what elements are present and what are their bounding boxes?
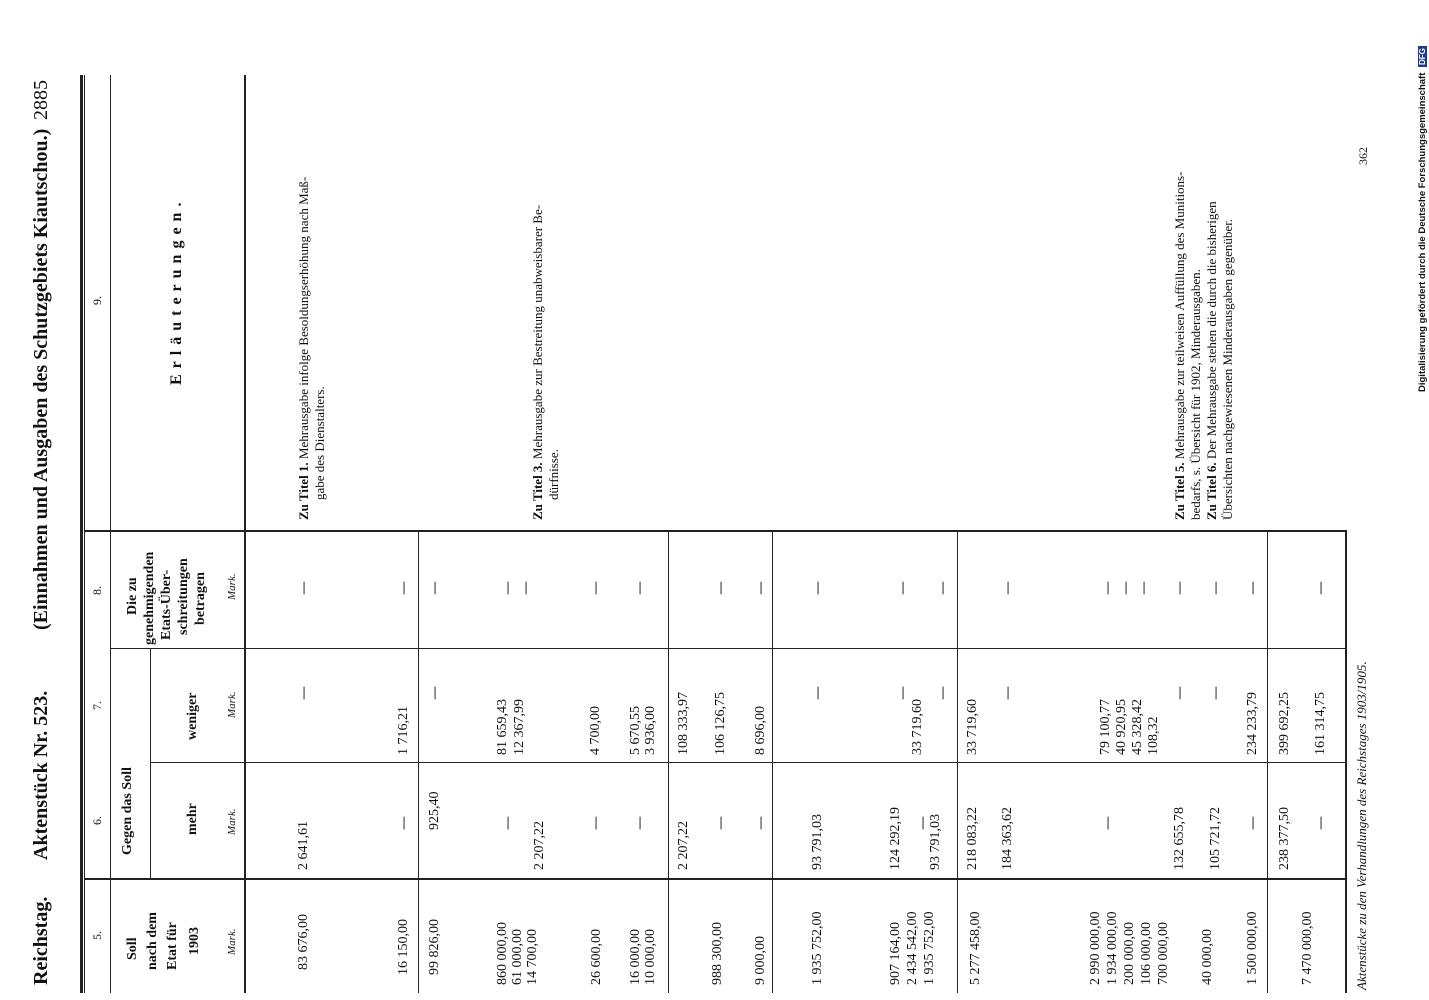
col-sep-5-6 bbox=[84, 878, 1346, 880]
c5-value: 988 300,00 bbox=[710, 922, 725, 985]
col-number-7: 7. bbox=[90, 701, 104, 710]
header-bottom-rule bbox=[244, 75, 246, 993]
c6-value: 93 791,03 bbox=[928, 814, 943, 870]
group-rule-5 bbox=[1267, 530, 1268, 993]
note-titel-3-text: Mehrausgabe zur Bestreitung unabweisbarer Be- bbox=[530, 204, 545, 460]
empty-cell-dash: — bbox=[632, 816, 648, 830]
empty-cell-dash: — bbox=[1313, 816, 1329, 830]
c7-value: 45 328,42 bbox=[1130, 699, 1145, 755]
c5-value: 9 000,00 bbox=[753, 936, 768, 985]
empty-cell-dash: — bbox=[753, 816, 769, 830]
gegen-rule bbox=[150, 648, 151, 880]
side-number: 362 bbox=[1356, 147, 1370, 165]
group-rule-1 bbox=[418, 530, 419, 993]
c5-value: 7 470 000,00 bbox=[1300, 911, 1315, 985]
c5-value: 1 935 752,00 bbox=[810, 911, 825, 985]
c5-value: 61 000,00 bbox=[510, 929, 525, 985]
document-title: Aktenstück Nr. 523. bbox=[30, 690, 52, 860]
note-titel-1 bbox=[296, 177, 312, 520]
c6-value: 2 641,61 bbox=[296, 821, 311, 870]
c7-value: 40 920,95 bbox=[1114, 699, 1129, 755]
col-number-6: 6. bbox=[90, 816, 104, 825]
col-sep-8-9 bbox=[84, 530, 1346, 532]
c5-value: 16 150,00 bbox=[396, 919, 411, 975]
c7-value: 4 700,00 bbox=[588, 706, 603, 755]
c8-head-line3: Etats-Über- bbox=[159, 569, 174, 640]
c8-head-line5: betragen bbox=[193, 572, 208, 625]
c5-value: 14 700,00 bbox=[525, 929, 540, 985]
c6-value: 2 207,22 bbox=[532, 821, 547, 870]
note-titel-5-text: Mehrausgabe zur teilweisen Auffüllung des Munitions- bbox=[1172, 171, 1187, 460]
c7-value: 81 659,43 bbox=[495, 699, 510, 755]
c7-value: 161 314,75 bbox=[1313, 692, 1328, 755]
c5-value: 860 000,00 bbox=[495, 922, 510, 985]
gegen-das-soll: Gegen das Soll bbox=[120, 767, 135, 855]
c5-value: 40 000,00 bbox=[1200, 929, 1215, 985]
empty-cell-dash: — bbox=[1313, 581, 1329, 595]
empty-cell-dash: — bbox=[935, 581, 951, 595]
group-rule-2 bbox=[668, 530, 669, 993]
note-titel-1-cont: gabe des Dienstalters. bbox=[312, 386, 327, 500]
document-subtitle: (Einnahmen und Ausgaben des Schutzgebiets Kiautschou.) bbox=[30, 128, 52, 630]
group-rule-3 bbox=[772, 530, 773, 993]
c5-value: 1 934 000,00 bbox=[1105, 911, 1120, 985]
c5-value: 99 826,00 bbox=[427, 919, 442, 975]
note-titel-6-cont: Übersichten nachgewiesenen Minderausgaben gegenüber. bbox=[1220, 218, 1235, 520]
empty-cell-dash: — bbox=[915, 816, 931, 830]
footer-text: Aktenstücke zu den Verhandlungen des Reichstages 1903/1905. bbox=[1354, 661, 1369, 990]
empty-cell-dash: — bbox=[935, 686, 951, 700]
c7-value: 108,32 bbox=[1146, 716, 1161, 755]
c5-value: 26 600,00 bbox=[589, 929, 604, 985]
c6-value: 218 083,22 bbox=[965, 807, 980, 870]
c7-value: 234 233,79 bbox=[1245, 692, 1260, 755]
note-titel-3-title: Zu Titel 3. bbox=[530, 462, 545, 520]
c8-unit: Mark. bbox=[226, 573, 238, 600]
col-number-8: 8. bbox=[90, 586, 104, 595]
col-number-9: 9. bbox=[90, 296, 104, 305]
c6-value: 105 721,72 bbox=[1208, 807, 1223, 870]
frame-line-outer bbox=[80, 75, 83, 993]
empty-cell-dash: — bbox=[500, 816, 516, 830]
empty-cell-dash: — bbox=[427, 581, 443, 595]
empty-cell-dash: — bbox=[1208, 581, 1224, 595]
note-titel-5-cont: bedarfs, s. Übersicht für 1902, Minderausgaben. bbox=[1188, 269, 1203, 520]
c5-head-line1: Soll bbox=[125, 937, 140, 960]
col-sep-6-7 bbox=[150, 762, 1346, 763]
c5-value: 10 000,00 bbox=[643, 929, 658, 985]
empty-cell-dash: — bbox=[588, 816, 604, 830]
header-left: Reichstag. bbox=[30, 896, 52, 985]
c5-unit: Mark. bbox=[226, 928, 238, 955]
c5-value: 907 164,00 bbox=[888, 922, 903, 985]
empty-cell-dash: — bbox=[1245, 816, 1261, 830]
frame-line-inner bbox=[84, 75, 85, 993]
note-titel-1-title: Zu Titel 1. bbox=[296, 462, 311, 520]
empty-cell-dash: — bbox=[1172, 581, 1188, 595]
c7-value: 3 936,00 bbox=[643, 706, 658, 755]
digitization-note bbox=[1417, 46, 1428, 392]
empty-cell-dash: — bbox=[588, 581, 604, 595]
page-number: 2885 bbox=[30, 80, 52, 120]
c8-head-line1: Die zu bbox=[125, 577, 140, 615]
empty-cell-dash: — bbox=[632, 581, 648, 595]
note-titel-6-text: Der Mehrausgabe stehen die durch die bisherigen bbox=[1204, 201, 1219, 460]
empty-cell-dash: — bbox=[1245, 581, 1261, 595]
note-titel-6-title: Zu Titel 6. bbox=[1204, 462, 1219, 520]
c5-value: 5 277 458,00 bbox=[968, 911, 983, 985]
empty-cell-dash: — bbox=[427, 686, 443, 700]
c8-head-line2: genehmigenden bbox=[142, 551, 157, 645]
c6-value: 184 363,62 bbox=[1000, 807, 1015, 870]
column-number-rule bbox=[110, 75, 111, 993]
dfg-logo: DFG bbox=[1418, 48, 1427, 65]
empty-cell-dash: — bbox=[500, 581, 516, 595]
empty-cell-dash: — bbox=[1000, 686, 1016, 700]
c7-value: 33 719,60 bbox=[965, 699, 980, 755]
empty-cell-dash: — bbox=[1208, 686, 1224, 700]
c5-value: 16 000,00 bbox=[628, 929, 643, 985]
c5-value: 83 676,00 bbox=[296, 914, 311, 970]
note-titel-5-title: Zu Titel 5. bbox=[1172, 462, 1187, 520]
c6-value: 132 655,78 bbox=[1172, 807, 1187, 870]
c7-value: 106 126,75 bbox=[713, 692, 728, 755]
digitization-text: Digitalisierung gefördert durch die Deutsche Forschungsgemeinschaft bbox=[1417, 72, 1428, 392]
col-number-5: 5. bbox=[90, 931, 104, 940]
c7-unit: Mark. bbox=[226, 691, 238, 718]
c7-value: 79 100,77 bbox=[1098, 699, 1113, 755]
empty-cell-dash: — bbox=[895, 581, 911, 595]
c6-value: 2 207,22 bbox=[676, 821, 691, 870]
group-rule-4 bbox=[957, 530, 958, 993]
empty-cell-dash: — bbox=[1136, 581, 1152, 595]
c7-value: 399 692,25 bbox=[1277, 692, 1292, 755]
empty-cell-dash: — bbox=[518, 581, 534, 595]
c5-head-line2: nach dem bbox=[145, 912, 160, 970]
c5-value: 1 500 000,00 bbox=[1245, 911, 1260, 985]
c7-value: 8 696,00 bbox=[753, 706, 768, 755]
empty-cell-dash: — bbox=[713, 581, 729, 595]
c7-value: 12 367,99 bbox=[512, 699, 527, 755]
empty-cell-dash: — bbox=[296, 581, 312, 595]
c6-unit: Mark. bbox=[226, 808, 238, 835]
c5-value: 1 935 752,00 bbox=[922, 911, 937, 985]
note-titel-3 bbox=[530, 205, 546, 520]
c5-value: 2 434 542,00 bbox=[905, 911, 920, 985]
empty-cell-dash: — bbox=[1000, 581, 1016, 595]
c8-head-line4: schreitungen bbox=[176, 558, 191, 635]
c5-value: 700 000,00 bbox=[1156, 922, 1171, 985]
note-titel-3-cont: dürfnisse. bbox=[546, 449, 561, 500]
c5-value: 2 990 000,00 bbox=[1088, 911, 1103, 985]
c6-value: 124 292,19 bbox=[888, 807, 903, 870]
empty-cell-dash: — bbox=[296, 686, 312, 700]
c6-head: mehr bbox=[185, 803, 200, 835]
empty-cell-dash: — bbox=[810, 581, 826, 595]
c5-value: 106 000,00 bbox=[1139, 922, 1154, 985]
empty-cell-dash: — bbox=[753, 581, 769, 595]
c5-head-line4: 1903 bbox=[187, 927, 202, 955]
c7-value: 5 670,55 bbox=[628, 706, 643, 755]
empty-cell-dash: — bbox=[1172, 686, 1188, 700]
c7-head: weniger bbox=[185, 692, 200, 740]
c5-head-line3: Etat für bbox=[165, 922, 180, 970]
c6-value: 925,40 bbox=[427, 791, 442, 830]
note-titel-1-text: Mehrausgabe infolge Besoldungserhöhung nach Maß- bbox=[296, 176, 311, 460]
c6-value: 93 791,03 bbox=[810, 814, 825, 870]
empty-cell-dash: — bbox=[1118, 581, 1134, 595]
c7-value: 1 716,21 bbox=[396, 706, 411, 755]
c5-value: 200 000,00 bbox=[1122, 922, 1137, 985]
empty-cell-dash: — bbox=[895, 686, 911, 700]
note-titel-6 bbox=[1204, 201, 1220, 520]
c9-head: Erläuterungen. bbox=[168, 196, 185, 385]
empty-cell-dash: — bbox=[713, 816, 729, 830]
empty-cell-dash: — bbox=[1100, 816, 1116, 830]
empty-cell-dash: — bbox=[396, 581, 412, 595]
c7-value: 108 333,97 bbox=[676, 692, 691, 755]
empty-cell-dash: — bbox=[396, 816, 412, 830]
c7-value: 33 719,60 bbox=[910, 699, 925, 755]
c6-value: 238 377,50 bbox=[1277, 807, 1292, 870]
empty-cell-dash: — bbox=[1100, 581, 1116, 595]
col-sep-7-8 bbox=[110, 648, 1346, 649]
empty-cell-dash: — bbox=[810, 686, 826, 700]
note-titel-5 bbox=[1172, 172, 1188, 520]
